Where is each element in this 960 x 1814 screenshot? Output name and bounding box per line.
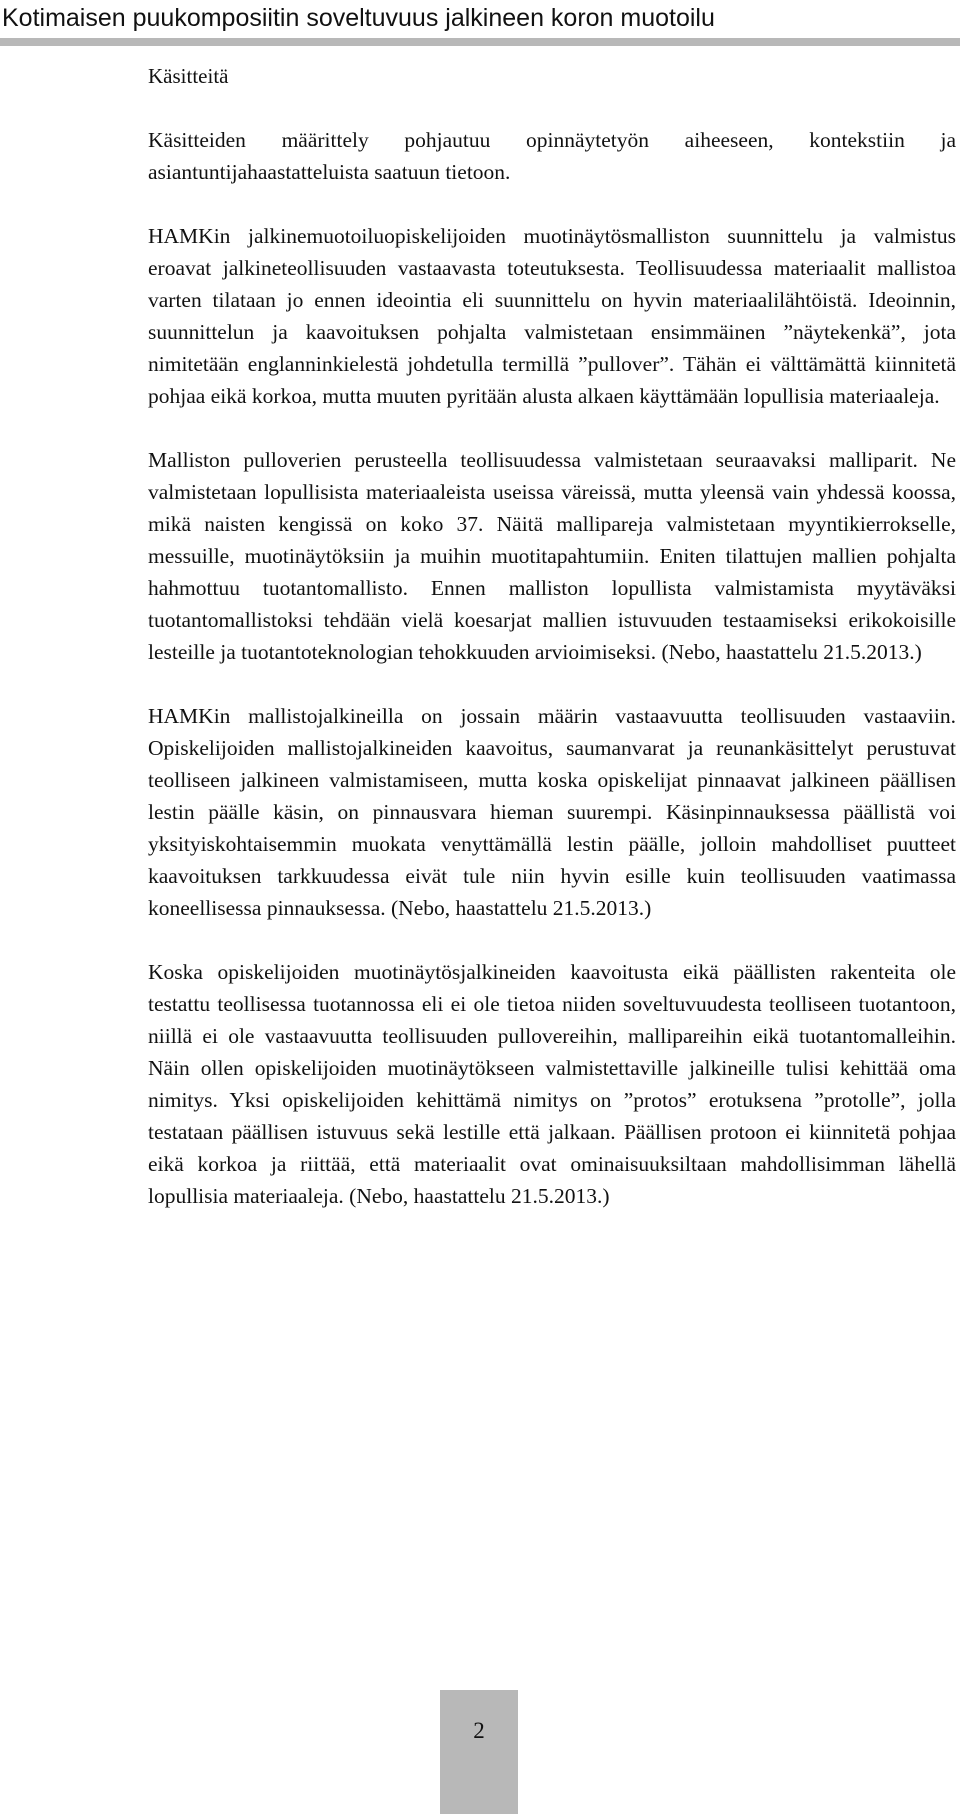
document-body [148,60,956,1244]
paragraph-hamk-vs-industry: HAMKin jalkinemuotoiluopiskelijoiden muotinäytösmalliston suunnittelu ja valmistus eroavat jalkineteollisuuden vastaavasta toteutuksesta. Teollisuudessa materiaalit mallistoa varten tilataan jo ennen ideointia eli suunnittelu on hyvin materiaalilähtöistä. Ideoinnin, suunnittelun ja kaavoituksen pohjalta valmistetaan ensimmäinen ”näytekenkä”, jota nimitetään englanninkielestä johdetulla termillä ”pullover”. Tähän ei välttämättä kiinnitetä pohjaa eikä korkoa, mutta muuten pyritään alusta alkaen käyttämään lopullisia materiaaleja. [148,224,956,408]
paragraph-definitions-intro: Käsitteiden määrittely pohjautuu opinnäytetyön aiheeseen, kontekstiin ja asiantuntijahaastatteluista saatuun tietoon. [148,128,956,184]
page-header-title: Kotimaisen puukomposiitin soveltuvuus jalkineen koron muotoilu [2,4,715,32]
section-heading: Käsitteitä [148,64,229,88]
page-number-box [440,1690,518,1814]
header-divider-bar [0,38,960,46]
paragraph-pullover-mallipari: Malliston pulloverien perusteella teollisuudessa valmistetaan seuraavaksi malliparit. Ne valmistetaan lopullisista materiaaleista useissa väreissä, mutta yleensä vain yhdessä koossa, mikä naisten kengissä on koko 37. Näitä mallipareja valmistetaan myyntikierrokselle, messuille, muotinäytöksiin ja muihin muotitapahtumiin. Eniten tilattujen mallien pohjalta hahmottuu tuotantomallisto. Ennen malliston lopullista valmistamista myytäväksi tuotantomallistoksi tehdään vielä koesarjat mallien istuvuuden testaamiseksi erikokoisille lesteille ja tuotantoteknologian tehokkuuden arvioimiseksi. (Nebo, haastattelu 21.5.2013.) [148,448,956,664]
paragraph-protos-naming: Koska opiskelijoiden muotinäytösjalkineiden kaavoitusta eikä päällisten rakenteita ole testattu teollisessa tuotannossa eli ei ole tietoa niiden soveltuvuudesta teolliseen tuotantoon, niillä ei ole vastaavuutta teollisuuden pullovereihin, mallipareihin eikä tuotantomalleihin. Näin ollen opiskelijoiden muotinäytökseen valmistettaville jalkineille tulisi kehittää oma nimitys. Yksi opiskelijoiden kehittämä nimitys on ”protos” erotuksena ”protolle”, jolla testataan päällisen istuvuus sekä lestille että jalkaan. Päällisen protoon ei kiinnitetä pohjaa eikä korkoa ja riittää, että materiaalit ovat ominaisuuksiltaan mahdollisimman lähellä lopullisia materiaaleja. (Nebo, haastattelu 21.5.2013.) [148,960,956,1208]
paragraph-hamk-collection-shoes: HAMKin mallistojalkineilla on jossain määrin vastaavuutta teollisuuden vastaaviin. Opiskelijoiden mallistojalkineiden kaavoitus, saumanvarat ja reunankäsittelyt perustuvat teolliseen jalkineen valmistamiseen, mutta koska opiskelijat pinnaavat jalkineen päällisen lestin päälle käsin, on pinnausvara hieman suurempi. Käsinpinnauksessa päällistä voi yksityiskohtaisemmin muokata venyttämällä lestin päälle, jolloin mahdolliset puutteet kaavoituksen tarkkuudessa eivät tule niin hyvin esille kuin teollisuuden vaatimassa koneellisessa pinnauksessa. (Nebo, haastattelu 21.5.2013.) [148,704,956,920]
page-number: 2 [473,1718,485,1743]
